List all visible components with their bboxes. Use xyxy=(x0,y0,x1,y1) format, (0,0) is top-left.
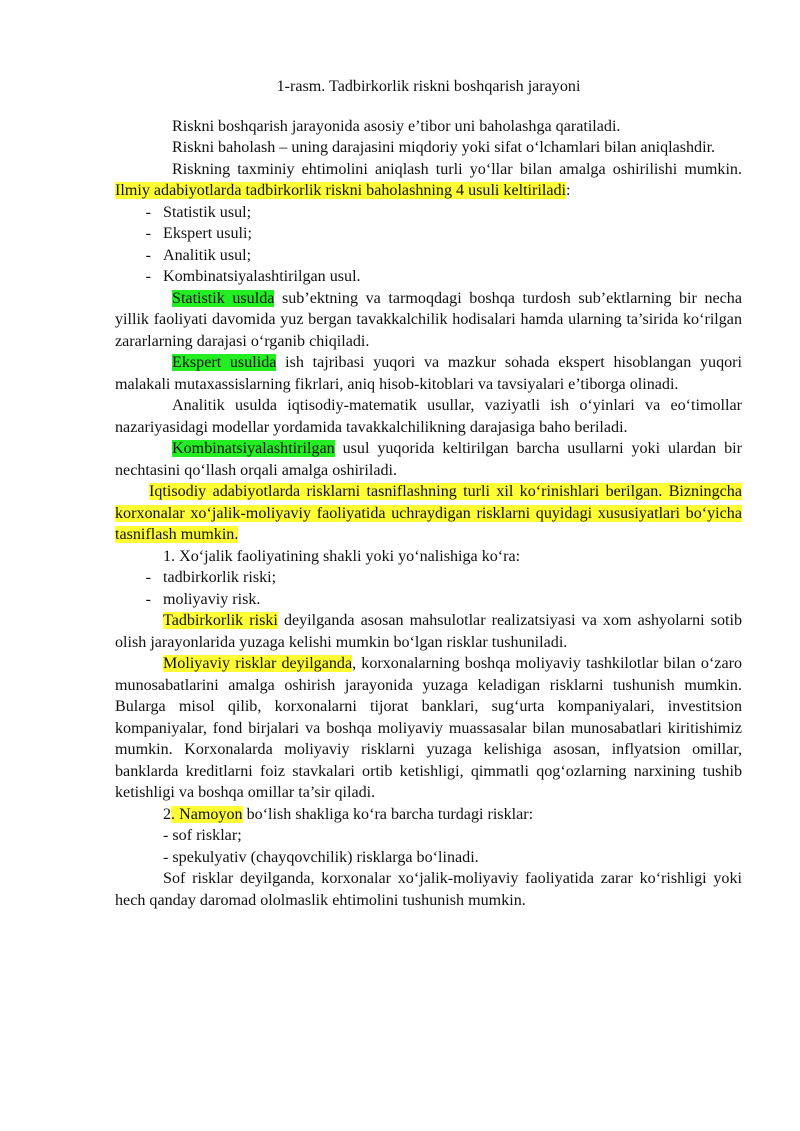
highlighted-text: Ekspert usulida xyxy=(172,354,277,371)
list-item xyxy=(115,202,742,224)
paragraph-combined-method xyxy=(115,438,742,481)
highlighted-text: Iqtisodiy adabiyotlarda risklarni tasniflashning turli xil ko‘rinishlari berilgan. Bizningcha korxonalar xo‘jalik-moliyaviy faoliyatida uchraydigan risklarni quyidagi xususiyatlari bo‘yicha tasniflash mumkin. xyxy=(115,483,742,543)
paragraph-text: usul yuqorida keltirilgan barcha usullarni yoki ulardan bir nechtasini qo‘llash orqali amalga oshiriladi. xyxy=(115,440,742,479)
paragraph-risk-assessment: Riskni baholash – uning darajasini miqdoriy yoki sifat o‘lchamlari bilan aniqlashdir. xyxy=(172,139,716,156)
list-dash: - xyxy=(145,203,151,221)
paragraph-text: Riskning taxminiy ehtimolini aniqlash turli yo‘llar bilan amalga oshirilishi mumkin. xyxy=(172,160,742,178)
list-item-text: Kombinatsiyalashtirilgan usul. xyxy=(163,268,361,285)
paragraph-expert-method xyxy=(115,352,742,395)
list-dash: - xyxy=(145,569,151,586)
list-dash: - xyxy=(145,225,151,242)
list-item xyxy=(115,567,742,589)
paragraph-financial-risk xyxy=(115,653,742,804)
paragraph-pure-risks: Sof risklar deyilganda, korxonalar xo‘jalik-moliyaviy faoliyatida zarar ko‘rishligi yoki hech qanday daromad ololmaslik ehtimolini tushunish mumkin. xyxy=(115,870,742,909)
list-item-text: Analitik usul; xyxy=(163,246,252,264)
paragraph-text: sub’ektning va tarmoqdagi boshqa turdosh sub’ektlarning bir necha yillik faoliyati davomida yuz bergan tavakkalchilik hodisalari hamda ularning ta’sirida ko‘rilgan zararlarning darajasi o‘rganib chiqiladi. xyxy=(115,289,742,350)
list-item xyxy=(115,245,742,267)
list-item: - spekulyativ (chayqovchilik) risklarga bo‘linadi. xyxy=(163,848,479,866)
figure-caption: 1-rasm. Tadbirkorlik riskni boshqarish jarayoni xyxy=(276,78,581,95)
paragraph-text: ish tajribasi yuqori va mazkur sohada ekspert hisoblangan yuqori malakali mutaxassislarning fikrlari, aniq hisob-kitoblari va tavsiyalari e’tiborga olinadi. xyxy=(115,354,742,393)
classification-1-list xyxy=(115,567,742,610)
paragraph-classification xyxy=(115,481,742,546)
paragraph-text: deyilganda asosan mahsulotlar realizatsiyasi va xom ashyolarni sotib olish jarayonlarida yuzaga kelishi mumkin bo‘lgan risklar tushuniladi. xyxy=(115,612,742,651)
highlighted-text: Statistik usulda xyxy=(172,289,275,307)
paragraph-analytical-method: Analitik usulda iqtisodiy-matematik usullar, vaziyatli ish o‘yinlari va eo‘timollar nazariyasidagi modellar yordamida tavakkalchilikning darajasiga baho beriladi. xyxy=(115,397,742,436)
classification-1-title: 1. Xo‘jalik faoliyatining shakli yoki yo‘nalishiga ko‘ra: xyxy=(163,547,521,565)
list-dash: - xyxy=(145,246,151,264)
paragraph-risk-management: Riskni boshqarish jarayonida asosiy e’tibor uni baholashga qaratiladi. xyxy=(172,117,621,135)
list-item xyxy=(115,223,742,245)
document-page xyxy=(115,70,742,911)
highlighted-text: Kombinatsiyalashtirilgan xyxy=(172,440,335,457)
paragraph-text: bo‘lish shakliga ko‘ra barcha turdagi risklar: xyxy=(242,805,534,823)
paragraph-estimation xyxy=(115,159,742,202)
paragraph-entrepreneurial-risk xyxy=(115,610,742,653)
methods-list xyxy=(115,202,742,288)
list-item-text: tadbirkorlik riski; xyxy=(163,569,277,586)
paragraph-statistical-method xyxy=(115,288,742,353)
paragraph-text: 2 xyxy=(163,805,172,823)
list-item-text: Statistik usul; xyxy=(163,203,252,221)
highlighted-text: Tadbirkorlik riski xyxy=(163,612,278,629)
highlighted-text: Ilmiy adabiyotlarda tadbirkorlik riskni baholashning 4 usuli keltiriladi xyxy=(115,182,566,199)
list-dash: - xyxy=(145,590,151,608)
classification-2-title xyxy=(115,804,742,826)
list-item: - sof risklar; xyxy=(163,827,242,844)
list-dash: - xyxy=(145,268,151,285)
list-item-text: Ekspert usuli; xyxy=(163,225,252,242)
highlighted-text: . Namoyon xyxy=(171,805,243,823)
paragraph-text: , korxonalarning boshqa moliyaviy tashkilotlar bilan o‘zaro munosabatlarini amalga oshirish jarayonida yuzaga keladigan risklarni tushunish mumkin. Bularga misol qilib, korxonalarni tijorat banklari, sug‘urta kompaniyalari, investitsion kompaniyalar, fond birjalari va boshqa moliyaviy muassasalar bilan munosabatlari kiritishimiz mumkin. Korxonalarda moliyaviy risklarni yuzaga kelishiga asosan, inflyatsion omillar, banklarda kreditlarni foiz stavkalari ortib ketishligi, qimmatli qog‘ozlarning narxining tushib ketishligi va boshqa omillar ta’sir qiladi. xyxy=(115,655,742,801)
paragraph-text: : xyxy=(566,182,571,199)
list-item xyxy=(115,266,742,288)
highlighted-text: Moliyaviy risklar deyilganda xyxy=(163,655,353,672)
list-item xyxy=(115,589,742,611)
list-item-text: moliyaviy risk. xyxy=(163,590,261,608)
